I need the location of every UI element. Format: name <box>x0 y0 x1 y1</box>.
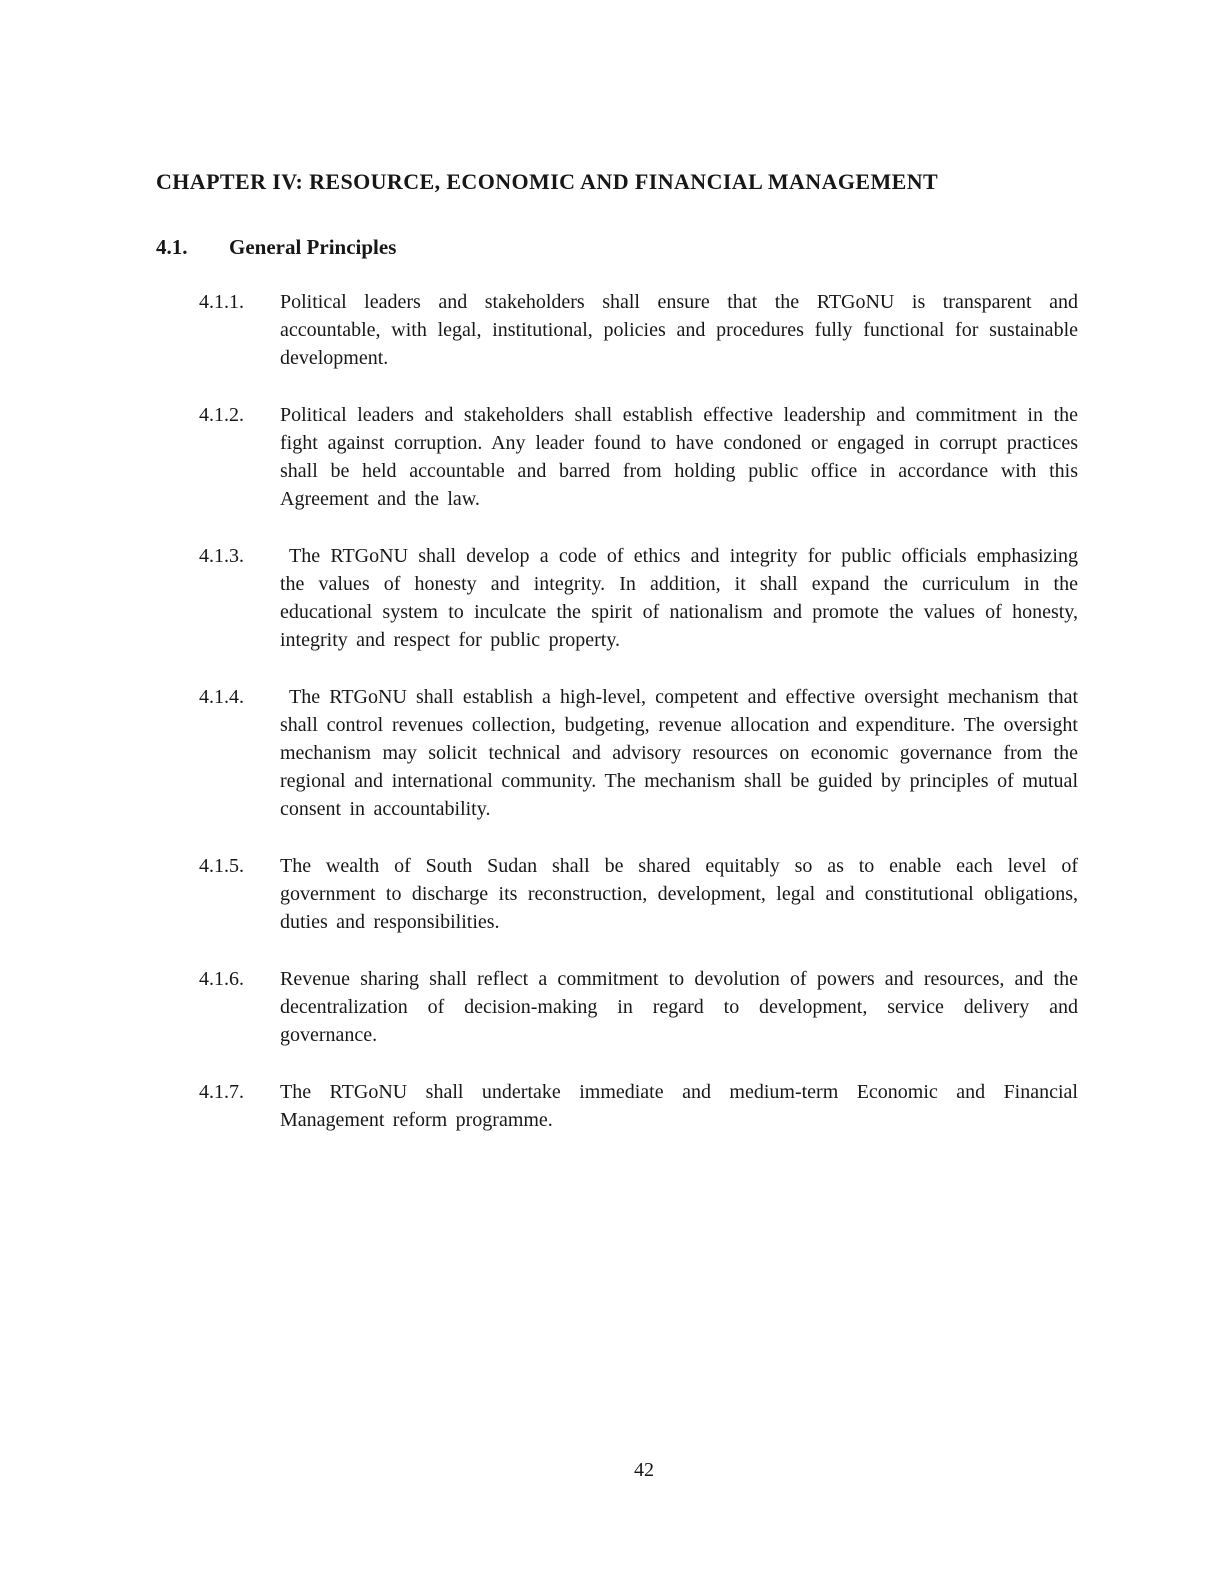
clause-4-1-2 <box>199 401 1078 513</box>
clause-text: The RTGoNU shall establish a high-level, competent and effective oversight mechanism that shall control revenues collection, budgeting, revenue allocation and expenditure. The oversight mechanism may solicit technical and advisory resources on economic governance from the regional and international community. The mechanism shall be guided by principles of mutual consent in accountability. <box>280 686 1078 820</box>
clause-text: The wealth of South Sudan shall be shared equitably so as to enable each level of government to discharge its reconstruction, development, legal and constitutional obligations, duties and responsibilities. <box>280 855 1078 933</box>
clause-number: 4.1.1. <box>199 291 244 313</box>
clause-4-1-5 <box>199 852 1078 936</box>
clause-4-1-3 <box>199 542 1078 654</box>
clause-4-1-4 <box>199 683 1078 823</box>
section-title: General Principles <box>229 235 397 259</box>
clause-4-1-6 <box>199 965 1078 1049</box>
clause-number: 4.1.2. <box>199 404 244 426</box>
page-number: 42 <box>634 1459 654 1481</box>
clause-text: The RTGoNU shall undertake immediate and medium-term Economic and Financial Management reform programme. <box>280 1081 1078 1131</box>
clause-list <box>199 288 1078 1163</box>
chapter-title: CHAPTER IV: RESOURCE, ECONOMIC AND FINANCIAL MANAGEMENT <box>156 169 939 194</box>
clause-text: Revenue sharing shall reflect a commitment to devolution of powers and resources, and the decentralization of decision-making in regard to development, service delivery and governance. <box>280 968 1078 1046</box>
clause-text: Political leaders and stakeholders shall establish effective leadership and commitment in the fight against corruption. Any leader found to have condoned or engaged in corrupt practices shall be held accountable and barred from holding public office in accordance with this Agreement and the law. <box>280 404 1078 510</box>
clause-text: Political leaders and stakeholders shall ensure that the RTGoNU is transparent and accountable, with legal, institutional, policies and procedures fully functional for sustainable development. <box>280 291 1078 369</box>
clause-number: 4.1.6. <box>199 968 244 990</box>
section-number: 4.1. <box>156 235 188 259</box>
clause-4-1-1 <box>199 288 1078 372</box>
clause-number: 4.1.7. <box>199 1081 244 1103</box>
clause-4-1-7 <box>199 1078 1078 1134</box>
clause-number: 4.1.3. <box>199 545 244 567</box>
clause-number: 4.1.5. <box>199 855 244 877</box>
clause-number: 4.1.4. <box>199 686 244 708</box>
section-heading <box>156 233 396 261</box>
clause-text: The RTGoNU shall develop a code of ethics and integrity for public officials emphasizing the values of honesty and integrity. In addition, it shall expand the curriculum in the educational system to inculcate the spirit of nationalism and promote the values of honesty, integrity and respect for public property. <box>280 545 1078 651</box>
